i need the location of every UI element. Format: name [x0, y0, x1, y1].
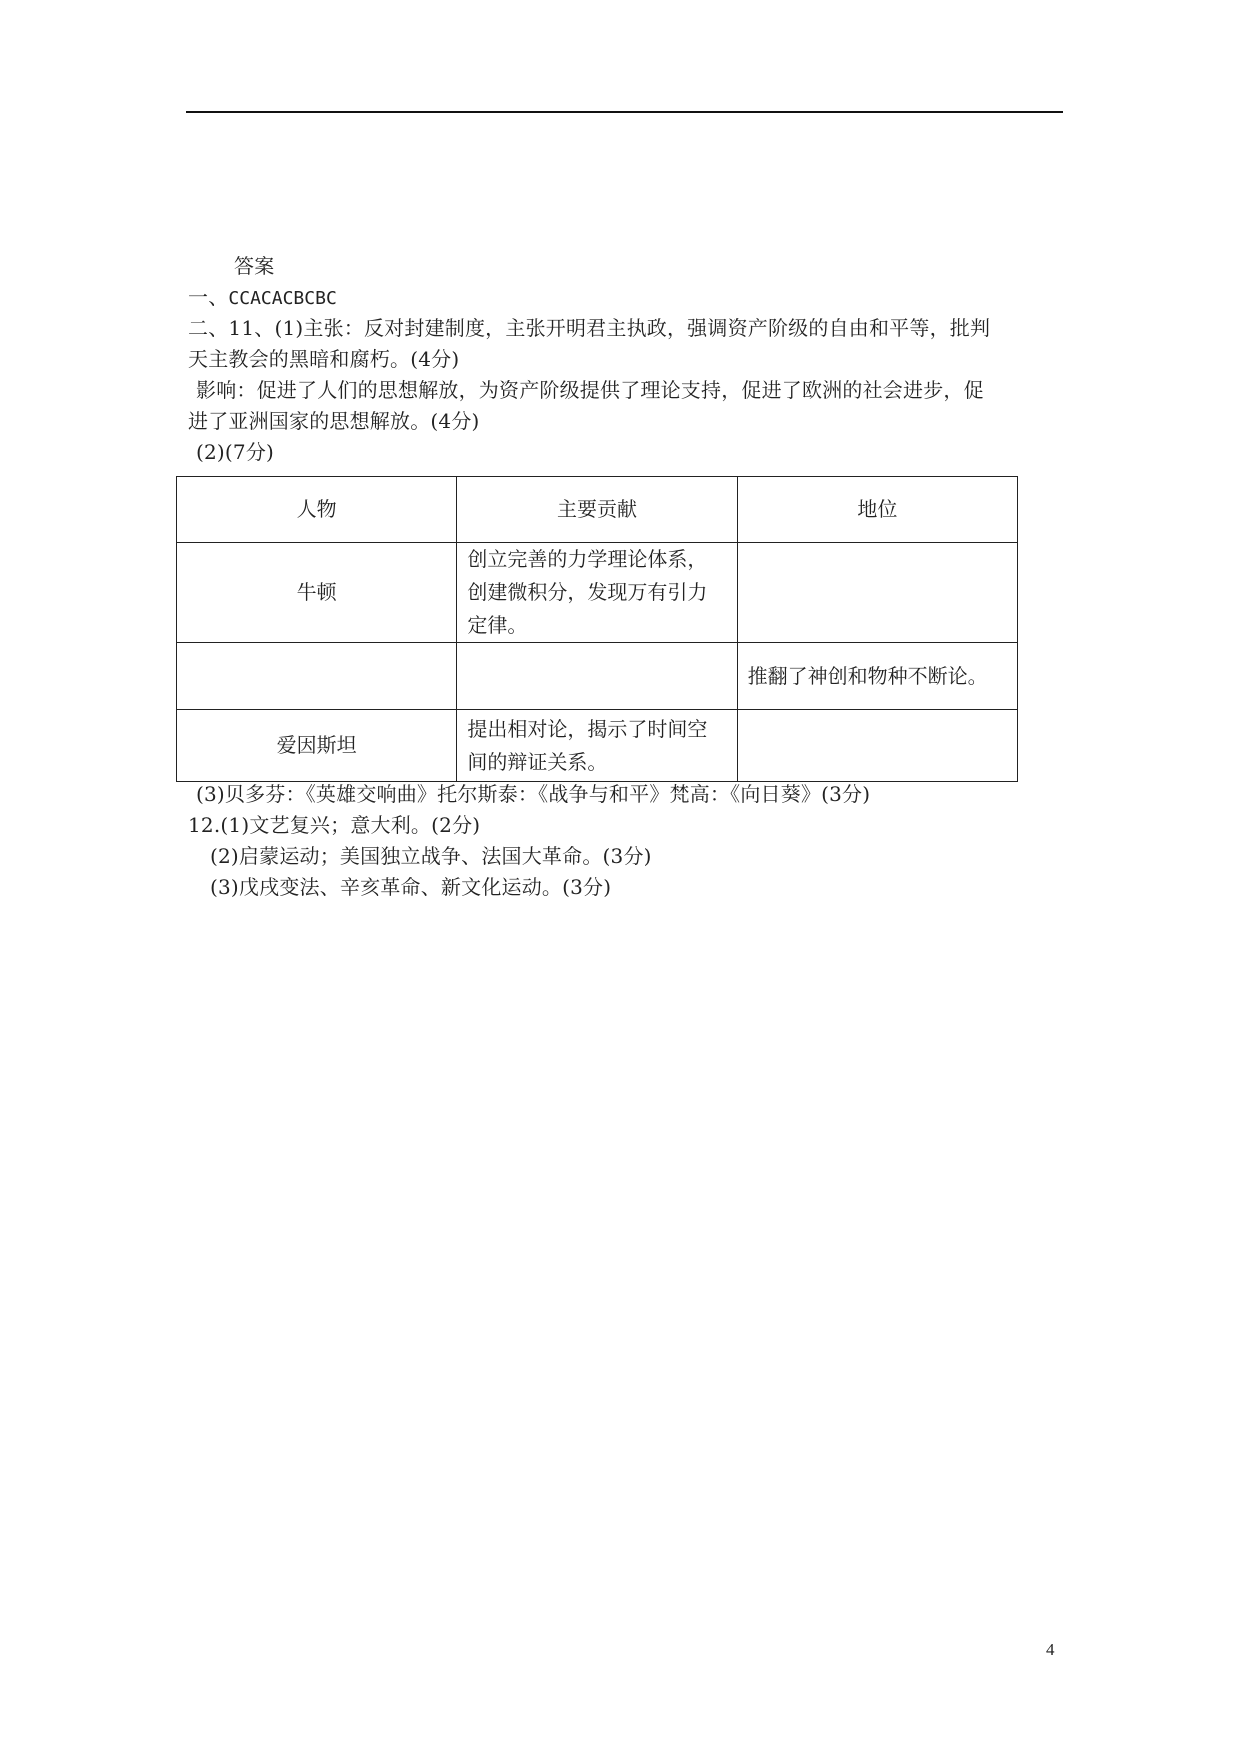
q11-part3: (3)贝多芬：《英雄交响曲》托尔斯泰：《战争与和平》梵高：《向日葵》(3分): [196, 782, 871, 806]
q12-part1: 12.(1)文艺复兴；意大利。(2分): [188, 813, 481, 837]
q11-part1-line3: 影响：促进了人们的思想解放，为资产阶级提供了理论支持，促进了欧洲的社会进步，促: [196, 378, 984, 402]
table-cell-person: 牛顿: [177, 543, 457, 643]
table-cell-status: [737, 543, 1017, 643]
section1-line: [188, 282, 1068, 313]
table-cell-contribution: [457, 643, 737, 710]
table-row: [177, 710, 1018, 782]
page-title: 答案: [234, 254, 275, 278]
answer-table: [176, 476, 1018, 782]
table-header-cell: 人物: [177, 477, 457, 543]
q11-part2-label: (2)(7分): [196, 440, 275, 464]
after-table-content: [188, 779, 1068, 903]
table-cell-status: [737, 710, 1017, 782]
table-row: [177, 643, 1018, 710]
table-cell-person: 爱因斯坦: [177, 710, 457, 782]
answer-content: [188, 251, 1068, 468]
table-header-row: [177, 477, 1018, 543]
q11-part1-line1: 二、11、(1)主张：反对封建制度，主张开明君主执政，强调资产阶级的自由和平等，批判: [188, 316, 991, 340]
section1-label: 一、: [188, 285, 229, 309]
table-header-cell: 地位: [737, 477, 1017, 543]
table-cell-contribution: 提出相对论，揭示了时间空间的辩证关系。: [457, 710, 737, 782]
section1-answers: CCACACBCBC: [228, 288, 337, 309]
q11-part1-line2: 天主教会的黑暗和腐朽。(4分): [188, 347, 460, 371]
table-cell-status: 推翻了神创和物种不断论。: [737, 643, 1017, 710]
table-header-cell: 主要贡献: [457, 477, 737, 543]
q12-part2: (2)启蒙运动；美国独立战争、法国大革命。(3分): [210, 844, 652, 868]
q12-part3: (3)戊戌变法、辛亥革命、新文化运动。(3分): [210, 875, 612, 899]
page-number: 4: [1046, 1640, 1055, 1659]
header-rule: [186, 111, 1063, 113]
table-row: [177, 543, 1018, 643]
table-cell-contribution: 创立完善的力学理论体系，创建微积分，发现万有引力定律。: [457, 543, 737, 643]
table-cell-person: [177, 643, 457, 710]
q11-part1-line4: 进了亚洲国家的思想解放。(4分): [188, 409, 480, 433]
